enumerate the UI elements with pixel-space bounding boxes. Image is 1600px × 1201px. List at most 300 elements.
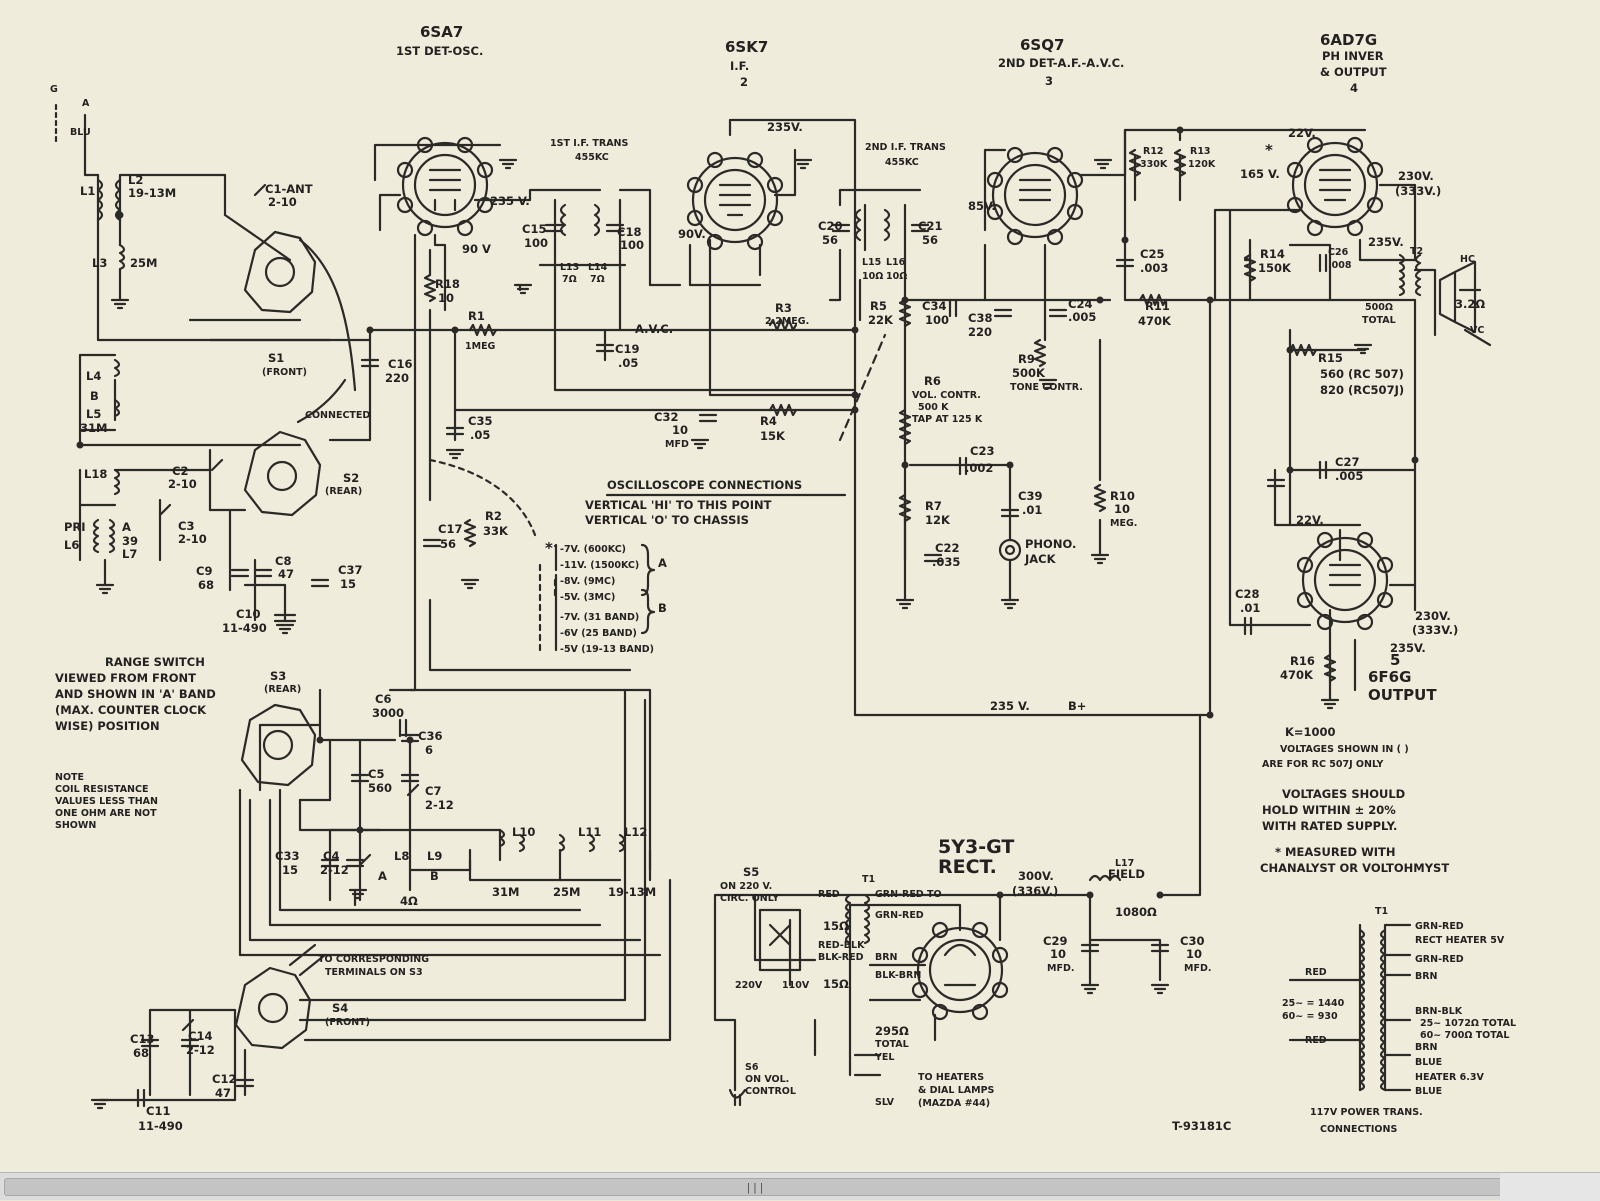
l7-label: L7 bbox=[122, 547, 138, 561]
c15-label: C15 bbox=[522, 222, 547, 236]
l3-value: 25M bbox=[130, 256, 158, 270]
c6-value: 3000 bbox=[372, 706, 405, 720]
c5-value: 560 bbox=[368, 781, 393, 795]
coil-line-0: NOTE bbox=[55, 772, 84, 783]
r11-label: R11 bbox=[1145, 299, 1170, 313]
r16-value: 470K bbox=[1280, 668, 1313, 682]
l15-value: 10Ω bbox=[862, 271, 884, 282]
c24-value: .005 bbox=[1068, 310, 1097, 324]
r3-value: 2.2MEG. bbox=[765, 316, 810, 327]
v220-label: 220V bbox=[735, 980, 763, 991]
tube-6f6g-label: OUTPUT bbox=[1368, 686, 1437, 704]
range-line-0: RANGE SWITCH bbox=[105, 655, 205, 669]
r15o-label: 15Ω bbox=[823, 919, 849, 933]
r5-label: R5 bbox=[870, 299, 887, 313]
r14-value: 150K bbox=[1258, 261, 1291, 275]
r4-label: R4 bbox=[760, 414, 777, 428]
pt-line-1: RECT HEATER 5V bbox=[1415, 935, 1505, 946]
tube-6sk7-num: 2 bbox=[740, 75, 749, 89]
r16-label: R16 bbox=[1290, 654, 1315, 668]
r3-label: R3 bbox=[775, 301, 792, 315]
pt-line-8: BLUE bbox=[1415, 1057, 1443, 1068]
antenna-g: G bbox=[50, 84, 58, 95]
c10-label: C10 bbox=[236, 607, 261, 621]
c26-label: C26 bbox=[1328, 247, 1349, 258]
c20-label: C20 bbox=[818, 219, 843, 233]
r13-value: 120K bbox=[1188, 159, 1216, 170]
v90b-label: 90V. bbox=[678, 227, 706, 241]
l8-value: 4Ω bbox=[400, 894, 418, 908]
coil-line-1: COIL RESISTANCE bbox=[55, 784, 149, 795]
r7-value: 12K bbox=[925, 513, 950, 527]
pt-60: 60~ = 930 bbox=[1282, 1011, 1338, 1022]
c22-label: C22 bbox=[935, 541, 960, 555]
l5-label: L5 bbox=[86, 407, 102, 421]
antenna-blu: BLU bbox=[70, 127, 91, 138]
l6-a: A bbox=[122, 520, 131, 534]
blkbrn-label: BLK-BRN bbox=[875, 970, 922, 981]
r5-value: 22K bbox=[868, 313, 893, 327]
coil-line-3: ONE OHM ARE NOT bbox=[55, 808, 157, 819]
range-switch-note bbox=[55, 655, 216, 733]
c28-value: .01 bbox=[1240, 601, 1261, 615]
pt-line-10: BLUE bbox=[1415, 1086, 1443, 1097]
c11-label: C11 bbox=[146, 1104, 171, 1118]
tube-6sk7-label: I.F. bbox=[730, 59, 750, 73]
r6-b: 500 K bbox=[918, 402, 949, 413]
tube-6f6g-num: 5 bbox=[1390, 651, 1401, 669]
r6-c: TAP AT 125 K bbox=[912, 414, 983, 425]
c1-value: 2-10 bbox=[268, 195, 297, 209]
c34-value: 100 bbox=[925, 313, 950, 327]
l6-value: 39 bbox=[122, 534, 139, 548]
l14-label: L14 bbox=[588, 262, 608, 273]
c18-value: 100 bbox=[620, 238, 645, 252]
l3-label: L3 bbox=[92, 256, 108, 270]
c8-value: 47 bbox=[278, 567, 295, 581]
c12-label: C12 bbox=[212, 1072, 237, 1086]
v90-label: 90 V bbox=[462, 242, 491, 256]
r13-label: R13 bbox=[1190, 146, 1211, 157]
tube-6sa7-label: 1ST DET-OSC. bbox=[396, 44, 484, 58]
r6-a: VOL. CONTR. bbox=[912, 390, 981, 401]
voltage-notes bbox=[1260, 725, 1449, 875]
r10-label: R10 bbox=[1110, 489, 1135, 503]
c9-label: C9 bbox=[196, 564, 213, 578]
s3-label: S3 bbox=[270, 669, 287, 683]
scrollbar-thumb[interactable] bbox=[4, 1178, 1506, 1196]
z500-label: 500Ω bbox=[1365, 302, 1393, 313]
ohm-label: 3.2Ω bbox=[1455, 297, 1486, 311]
c3-label: C3 bbox=[178, 519, 195, 533]
jack-label: JACK bbox=[1025, 552, 1056, 566]
s5-a: ON 220 V. bbox=[720, 881, 773, 892]
c5-label: C5 bbox=[368, 767, 385, 781]
pt-line-2: GRN-RED bbox=[1415, 954, 1464, 965]
c17-value: 56 bbox=[440, 537, 457, 551]
s1-sub: (FRONT) bbox=[262, 367, 307, 378]
l8-label: L8 bbox=[394, 849, 410, 863]
pt-line-4: BRN-BLK bbox=[1415, 1006, 1463, 1017]
c20-value: 56 bbox=[822, 233, 839, 247]
avc-label: A.V.C. bbox=[635, 322, 674, 336]
voltages-line-0: VOLTAGES SHOWN IN ( ) bbox=[1280, 744, 1409, 755]
coil-note bbox=[55, 772, 158, 831]
tube-5y3-label: RECT. bbox=[938, 856, 997, 878]
antenna-a: A bbox=[82, 98, 90, 109]
r15o2-label: 15Ω bbox=[823, 977, 849, 991]
c2-value: 2-10 bbox=[168, 477, 197, 491]
red-label: RED bbox=[818, 889, 840, 900]
c32-label: C32 bbox=[654, 410, 679, 424]
avc-row-3: -5V. (3MC) bbox=[560, 592, 616, 603]
s6-label: S6 bbox=[745, 1062, 759, 1073]
tube-6sk7-type: 6SK7 bbox=[725, 38, 769, 56]
avc-row-1: -11V. (1500KC) bbox=[560, 560, 640, 571]
c29-unit: MFD. bbox=[1047, 963, 1075, 974]
r7-label: R7 bbox=[925, 499, 942, 513]
r10-unit: MEG. bbox=[1110, 518, 1138, 529]
c39-label: C39 bbox=[1018, 489, 1043, 503]
pt-line-3: BRN bbox=[1415, 971, 1438, 982]
avc-row-5: -6V (25 BAND) bbox=[560, 628, 637, 639]
scope-line2: VERTICAL 'O' TO CHASSIS bbox=[585, 513, 749, 527]
c16-label: C16 bbox=[388, 357, 413, 371]
r6-label: R6 bbox=[924, 374, 941, 388]
pt-line-5: 25~ 1072Ω TOTAL bbox=[1420, 1018, 1517, 1029]
s5-label: S5 bbox=[743, 865, 760, 879]
r9-value: 500K bbox=[1012, 366, 1045, 380]
c36-value: 6 bbox=[425, 743, 434, 757]
t1-label: T1 bbox=[862, 874, 876, 885]
avc-b: B bbox=[658, 601, 667, 615]
c30-label: C30 bbox=[1180, 934, 1205, 948]
v235a-label: 235 V. bbox=[490, 194, 530, 208]
range-line-1: VIEWED FROM FRONT bbox=[55, 671, 197, 685]
phono-label: PHONO. bbox=[1025, 537, 1077, 551]
v110-label: 110V bbox=[782, 980, 810, 991]
if2-title: 2ND I.F. TRANS bbox=[865, 142, 946, 153]
connected-label: CONNECTED bbox=[305, 410, 371, 421]
pt-caption1: 117V POWER TRANS. bbox=[1310, 1107, 1423, 1118]
pt-caption2: CONNECTIONS bbox=[1320, 1124, 1398, 1135]
l16-label: L16 bbox=[886, 257, 906, 268]
l15-label: L15 bbox=[862, 257, 882, 268]
c23-value: .002 bbox=[965, 461, 994, 475]
c32-unit: MFD bbox=[665, 439, 689, 450]
avc-star: * bbox=[545, 539, 553, 557]
heaters-label: TO HEATERS bbox=[918, 1072, 985, 1083]
within-line-2: WITH RATED SUPPLY. bbox=[1262, 819, 1398, 833]
r12-value: 330K bbox=[1140, 159, 1168, 170]
pt-red: RED bbox=[1305, 967, 1327, 978]
coils bbox=[94, 180, 1420, 1090]
r2-value: 33K bbox=[483, 524, 508, 538]
c8-label: C8 bbox=[275, 554, 292, 568]
c9-value: 68 bbox=[198, 578, 215, 592]
scrollbar-track-end bbox=[1500, 1173, 1600, 1201]
dial2-label: (MAZDA #44) bbox=[918, 1098, 991, 1109]
c37-label: C37 bbox=[338, 563, 363, 577]
r18-label: R18 bbox=[435, 277, 460, 291]
slv-label: SLV bbox=[875, 1097, 894, 1108]
l6-label: L6 bbox=[64, 538, 80, 552]
horizontal-scrollbar[interactable] bbox=[0, 1172, 1600, 1200]
pt-line-9: HEATER 6.3V bbox=[1415, 1072, 1484, 1083]
c29-label: C29 bbox=[1043, 934, 1068, 948]
r11-value: 470K bbox=[1138, 314, 1171, 328]
c39-value: .01 bbox=[1022, 503, 1043, 517]
v230b-label: 230V. bbox=[1415, 609, 1451, 623]
r15-b: 820 (RC507J) bbox=[1320, 383, 1405, 397]
c21-value: 56 bbox=[922, 233, 939, 247]
avc-braces bbox=[642, 545, 654, 633]
pt-red2: RED bbox=[1305, 1035, 1327, 1046]
c4-label: C4 bbox=[323, 849, 340, 863]
dial-label: & DIAL LAMPS bbox=[918, 1085, 995, 1096]
drawing-number: T-93181C bbox=[1172, 1119, 1232, 1133]
c35-label: C35 bbox=[468, 414, 493, 428]
redblk-label: RED-BLK bbox=[818, 940, 865, 951]
c7-value: 2-12 bbox=[425, 798, 454, 812]
pt-line-7: BRN bbox=[1415, 1042, 1438, 1053]
pt-t1: T1 bbox=[1375, 906, 1389, 917]
c30-unit: MFD. bbox=[1184, 963, 1212, 974]
tot2-label: TOTAL bbox=[875, 1039, 909, 1050]
avc-row-4: -7V. (31 BAND) bbox=[560, 612, 640, 623]
blkred-label: BLK-RED bbox=[818, 952, 864, 963]
r1-label: R1 bbox=[468, 309, 485, 323]
v22a-label: 22V. bbox=[1288, 126, 1316, 140]
oscilloscope-note bbox=[585, 478, 845, 527]
component-labels bbox=[64, 120, 1485, 1133]
k-note: K=1000 bbox=[1285, 725, 1336, 739]
range-line-4: WISE) POSITION bbox=[55, 719, 160, 733]
pt-25: 25~ = 1440 bbox=[1282, 998, 1345, 1009]
c32-value: 10 bbox=[672, 423, 689, 437]
c1-label: C1-ANT bbox=[265, 182, 313, 196]
avc-a: A bbox=[658, 556, 667, 570]
b235-label: 235 V. bbox=[990, 699, 1030, 713]
avc-row-2: -8V. (9MC) bbox=[560, 576, 616, 587]
avc-row-0: -7V. (600KC) bbox=[560, 544, 627, 555]
c24-label: C24 bbox=[1068, 297, 1093, 311]
c33-value: 15 bbox=[282, 863, 299, 877]
ground-symbols bbox=[92, 160, 1371, 1108]
s1-label: S1 bbox=[268, 351, 285, 365]
coil-line-2: VALUES LESS THAN bbox=[55, 796, 158, 807]
c10-value: 11-490 bbox=[222, 621, 267, 635]
tocorr-label: TO CORRESPONDING bbox=[318, 954, 430, 965]
l4-label: L4 bbox=[86, 369, 102, 383]
c4-value: 2-12 bbox=[320, 863, 349, 877]
tube-6sq7-num: 3 bbox=[1045, 74, 1054, 88]
l14-value: 7Ω bbox=[590, 274, 605, 285]
v300-label: 300V. bbox=[1018, 869, 1054, 883]
v336-label: (336V.) bbox=[1012, 884, 1059, 898]
bplus-label: B+ bbox=[1068, 699, 1087, 713]
v333-label: (333V.) bbox=[1395, 184, 1442, 198]
v165-label: 165 V. bbox=[1240, 167, 1280, 181]
if1-title: 1ST I.F. TRANS bbox=[550, 138, 629, 149]
s6-a: ON VOL. bbox=[745, 1074, 790, 1085]
c34-label: C34 bbox=[922, 299, 947, 313]
s3-sub: (REAR) bbox=[264, 684, 302, 695]
coil-line-4: SHOWN bbox=[55, 820, 97, 831]
l12-value: 19-13M bbox=[608, 885, 657, 899]
l9-label: L9 bbox=[427, 849, 443, 863]
l16-value: 10Ω bbox=[886, 271, 908, 282]
v235b-label: 235V. bbox=[767, 120, 803, 134]
r10-value: 10 bbox=[1114, 502, 1131, 516]
c38-label: C38 bbox=[968, 311, 993, 325]
l11-value: 25M bbox=[553, 885, 581, 899]
c6-label: C6 bbox=[375, 692, 392, 706]
v230a-label: 230V. bbox=[1398, 169, 1434, 183]
c14-value: 2-12 bbox=[186, 1043, 215, 1057]
hc-label: HC bbox=[1460, 254, 1475, 265]
ylw-label: YEL bbox=[875, 1052, 895, 1063]
l18-label: L18 bbox=[84, 467, 108, 481]
c25-value: .003 bbox=[1140, 261, 1169, 275]
c35-value: .05 bbox=[470, 428, 491, 442]
r14-label: R14 bbox=[1260, 247, 1285, 261]
tube-6f6g-type: 6F6G bbox=[1368, 668, 1412, 686]
tube-6sq7-label: 2ND DET-A.F.-A.V.C. bbox=[998, 56, 1125, 70]
l13-value: 7Ω bbox=[562, 274, 577, 285]
within-line-0: VOLTAGES SHOULD bbox=[1282, 787, 1406, 801]
r4-value: 15K bbox=[760, 429, 785, 443]
measured-line-1: CHANALYST OR VOLTOHMYST bbox=[1260, 861, 1450, 875]
if1-freq: 455KC bbox=[575, 152, 609, 163]
voltages-line-1: ARE FOR RC 507J ONLY bbox=[1262, 759, 1384, 770]
vc-label: VC bbox=[1470, 325, 1485, 336]
c38-value: 220 bbox=[968, 325, 993, 339]
c23-label: C23 bbox=[970, 444, 995, 458]
tube-6ad7g-type: 6AD7G bbox=[1320, 31, 1378, 49]
if2-freq: 455KC bbox=[885, 157, 919, 168]
r12-label: R12 bbox=[1143, 146, 1164, 157]
s6-b: CONTROL bbox=[745, 1086, 796, 1097]
l11-label: L11 bbox=[578, 825, 602, 839]
l17-field: FIELD bbox=[1108, 867, 1145, 881]
s5-b: CIRC. ONLY bbox=[720, 893, 780, 904]
c29-value: 10 bbox=[1050, 947, 1067, 961]
v22b-label: 22V. bbox=[1296, 513, 1324, 527]
c19-label: C19 bbox=[615, 342, 640, 356]
tube-6ad7g-label2: & OUTPUT bbox=[1320, 65, 1387, 79]
c25-label: C25 bbox=[1140, 247, 1165, 261]
c36-label: C36 bbox=[418, 729, 443, 743]
s4-label: S4 bbox=[332, 1001, 349, 1015]
r18-value: 10 bbox=[438, 291, 455, 305]
v85-label: 85V. bbox=[968, 199, 996, 213]
v333b-label: (333V.) bbox=[1412, 623, 1459, 637]
l1-label: L1 bbox=[80, 184, 96, 198]
l2-label: L2 bbox=[128, 173, 144, 187]
c13-label: C13 bbox=[130, 1032, 155, 1046]
v235c-label: 235V. bbox=[1368, 235, 1404, 249]
c19-value: .05 bbox=[618, 356, 639, 370]
avc-bracket-left bbox=[555, 545, 556, 650]
l9-b: B bbox=[430, 869, 439, 883]
c30-value: 10 bbox=[1186, 947, 1203, 961]
r15-a: 560 (RC 507) bbox=[1320, 367, 1404, 381]
grnred-label: GRN-RED bbox=[875, 910, 924, 921]
c7-label: C7 bbox=[425, 784, 442, 798]
c13-value: 68 bbox=[133, 1046, 150, 1060]
avc-row-6: -5V (19-13 BAND) bbox=[560, 644, 655, 655]
pt-line-0: GRN-RED bbox=[1415, 921, 1464, 932]
avc-voltage-table bbox=[545, 539, 667, 655]
r2-label: R2 bbox=[485, 509, 502, 523]
tube-5y3-type: 5Y3-GT bbox=[938, 836, 1015, 858]
scope-title: OSCILLOSCOPE CONNECTIONS bbox=[607, 478, 803, 492]
c3-value: 2-10 bbox=[178, 532, 207, 546]
c18-label: C18 bbox=[617, 225, 642, 239]
c37-value: 15 bbox=[340, 577, 357, 591]
c11-value: 11-490 bbox=[138, 1119, 183, 1133]
l10-label: L10 bbox=[512, 825, 536, 839]
l17-value: 1080Ω bbox=[1115, 905, 1157, 919]
c2-label: C2 bbox=[172, 464, 189, 478]
s2-sub: (REAR) bbox=[325, 486, 363, 497]
l10-value: 31M bbox=[492, 885, 520, 899]
l8-a: A bbox=[378, 869, 387, 883]
c15-value: 100 bbox=[524, 236, 549, 250]
pri-label: PRI bbox=[64, 520, 86, 534]
l4-b: B bbox=[90, 389, 99, 403]
tube-6sa7-type: 6SA7 bbox=[420, 23, 464, 41]
c16-value: 220 bbox=[385, 371, 410, 385]
s2-label: S2 bbox=[343, 471, 360, 485]
c21-label: C21 bbox=[918, 219, 943, 233]
r9-text: TONE CONTR. bbox=[1010, 382, 1083, 393]
total-label: TOTAL bbox=[1362, 315, 1396, 326]
t2-label: T2 bbox=[1410, 246, 1424, 257]
tocorr2-label: TERMINALS ON S3 bbox=[325, 967, 423, 978]
tot-label: 295Ω bbox=[875, 1024, 909, 1038]
grnred-to-label: GRN-RED TO bbox=[875, 889, 942, 900]
c28-label: C28 bbox=[1235, 587, 1260, 601]
v235d-label: 235V. bbox=[1390, 641, 1426, 655]
l5-value: 31M bbox=[80, 421, 108, 435]
l2-value: 19-13M bbox=[128, 186, 177, 200]
l17-label: L17 bbox=[1115, 858, 1135, 869]
brn-label: BRN bbox=[875, 952, 898, 963]
c27-label: C27 bbox=[1335, 455, 1360, 469]
tube-6ad7g-label1: PH INVER bbox=[1322, 49, 1384, 63]
c33-label: C33 bbox=[275, 849, 300, 863]
within-line-1: HOLD WITHIN ± 20% bbox=[1262, 803, 1396, 817]
c12-value: 47 bbox=[215, 1086, 232, 1100]
tube-6sq7-type: 6SQ7 bbox=[1020, 36, 1065, 54]
range-line-2: AND SHOWN IN 'A' BAND bbox=[55, 687, 216, 701]
r1-value: 1MEG bbox=[465, 341, 496, 352]
c17-label: C17 bbox=[438, 522, 463, 536]
pt-line-6: 60~ 700Ω TOTAL bbox=[1420, 1030, 1510, 1041]
l13-label: L13 bbox=[560, 262, 580, 273]
range-line-3: (MAX. COUNTER CLOCK bbox=[55, 703, 207, 717]
scope-line1: VERTICAL 'HI' TO THIS POINT bbox=[585, 498, 772, 512]
c27-value: .005 bbox=[1335, 469, 1364, 483]
scrollbar-grip: ||| bbox=[745, 1180, 765, 1194]
c14-label: C14 bbox=[188, 1029, 213, 1043]
measured-line-0: * MEASURED WITH bbox=[1275, 845, 1396, 859]
star-mark: * bbox=[1265, 141, 1273, 159]
tube-6ad7g-num: 4 bbox=[1350, 81, 1359, 95]
l12-label: L12 bbox=[624, 825, 648, 839]
